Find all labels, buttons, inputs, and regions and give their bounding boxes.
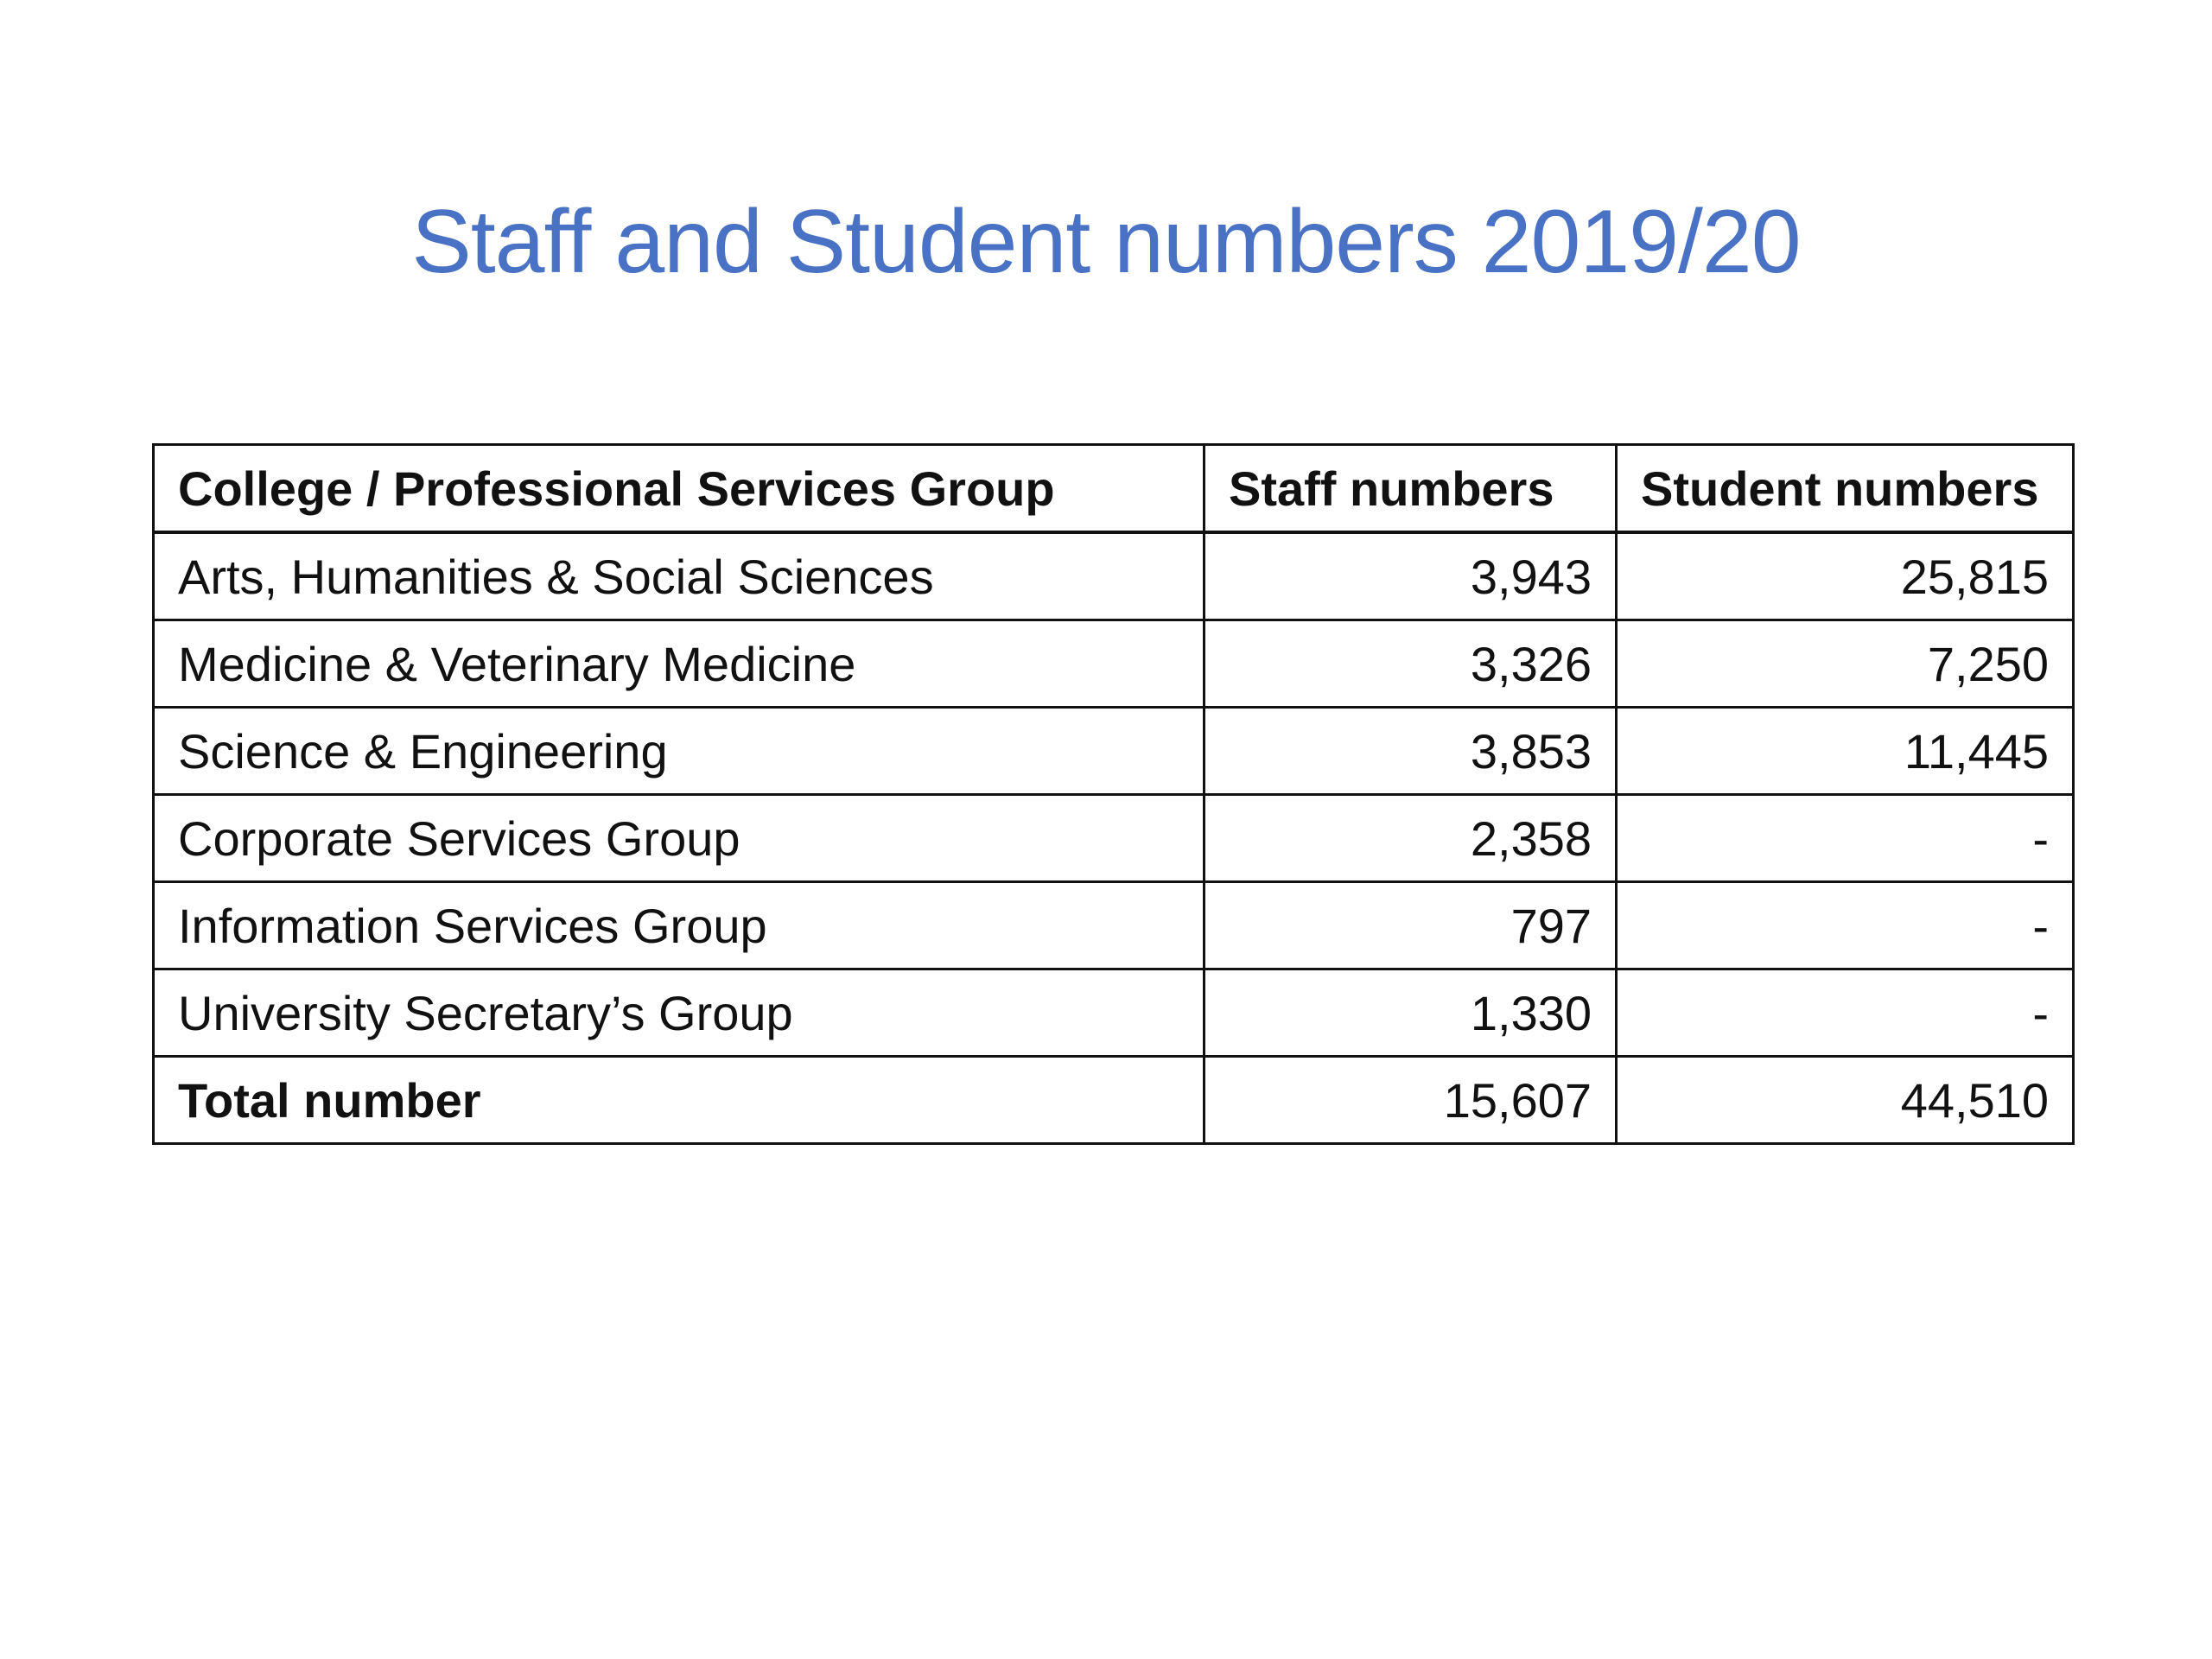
header-staff: Staff numbers	[1205, 445, 1617, 533]
row-staff: 797	[1205, 882, 1617, 969]
row-students: 7,250	[1617, 620, 2074, 708]
total-students: 44,510	[1617, 1057, 2074, 1144]
row-staff: 3,326	[1205, 620, 1617, 708]
row-group: Information Services Group	[154, 882, 1205, 969]
row-group: Science & Engineering	[154, 708, 1205, 795]
row-group: Arts, Humanities & Social Sciences	[154, 532, 1205, 620]
row-staff: 3,943	[1205, 532, 1617, 620]
row-staff: 3,853	[1205, 708, 1617, 795]
total-label: Total number	[154, 1057, 1205, 1144]
table-row	[154, 620, 2074, 708]
row-students: -	[1617, 882, 2074, 969]
row-students: 25,815	[1617, 532, 2074, 620]
table-row	[154, 708, 2074, 795]
row-group: Corporate Services Group	[154, 795, 1205, 882]
total-staff: 15,607	[1205, 1057, 1617, 1144]
table-row	[154, 532, 2074, 620]
table-row	[154, 969, 2074, 1057]
row-students: -	[1617, 795, 2074, 882]
header-group: College / Professional Services Group	[154, 445, 1205, 533]
table-row	[154, 795, 2074, 882]
numbers-table	[152, 443, 2075, 1145]
row-staff: 1,330	[1205, 969, 1617, 1057]
header-students: Student numbers	[1617, 445, 2074, 533]
total-row	[154, 1057, 2074, 1144]
table-header-row	[154, 445, 2074, 533]
row-students: -	[1617, 969, 2074, 1057]
row-staff: 2,358	[1205, 795, 1617, 882]
slide-title: Staff and Student numbers 2019/20	[411, 192, 1801, 292]
row-students: 11,445	[1617, 708, 2074, 795]
row-group: University Secretary’s Group	[154, 969, 1205, 1057]
row-group: Medicine & Veterinary Medicine	[154, 620, 1205, 708]
table-row	[154, 882, 2074, 969]
